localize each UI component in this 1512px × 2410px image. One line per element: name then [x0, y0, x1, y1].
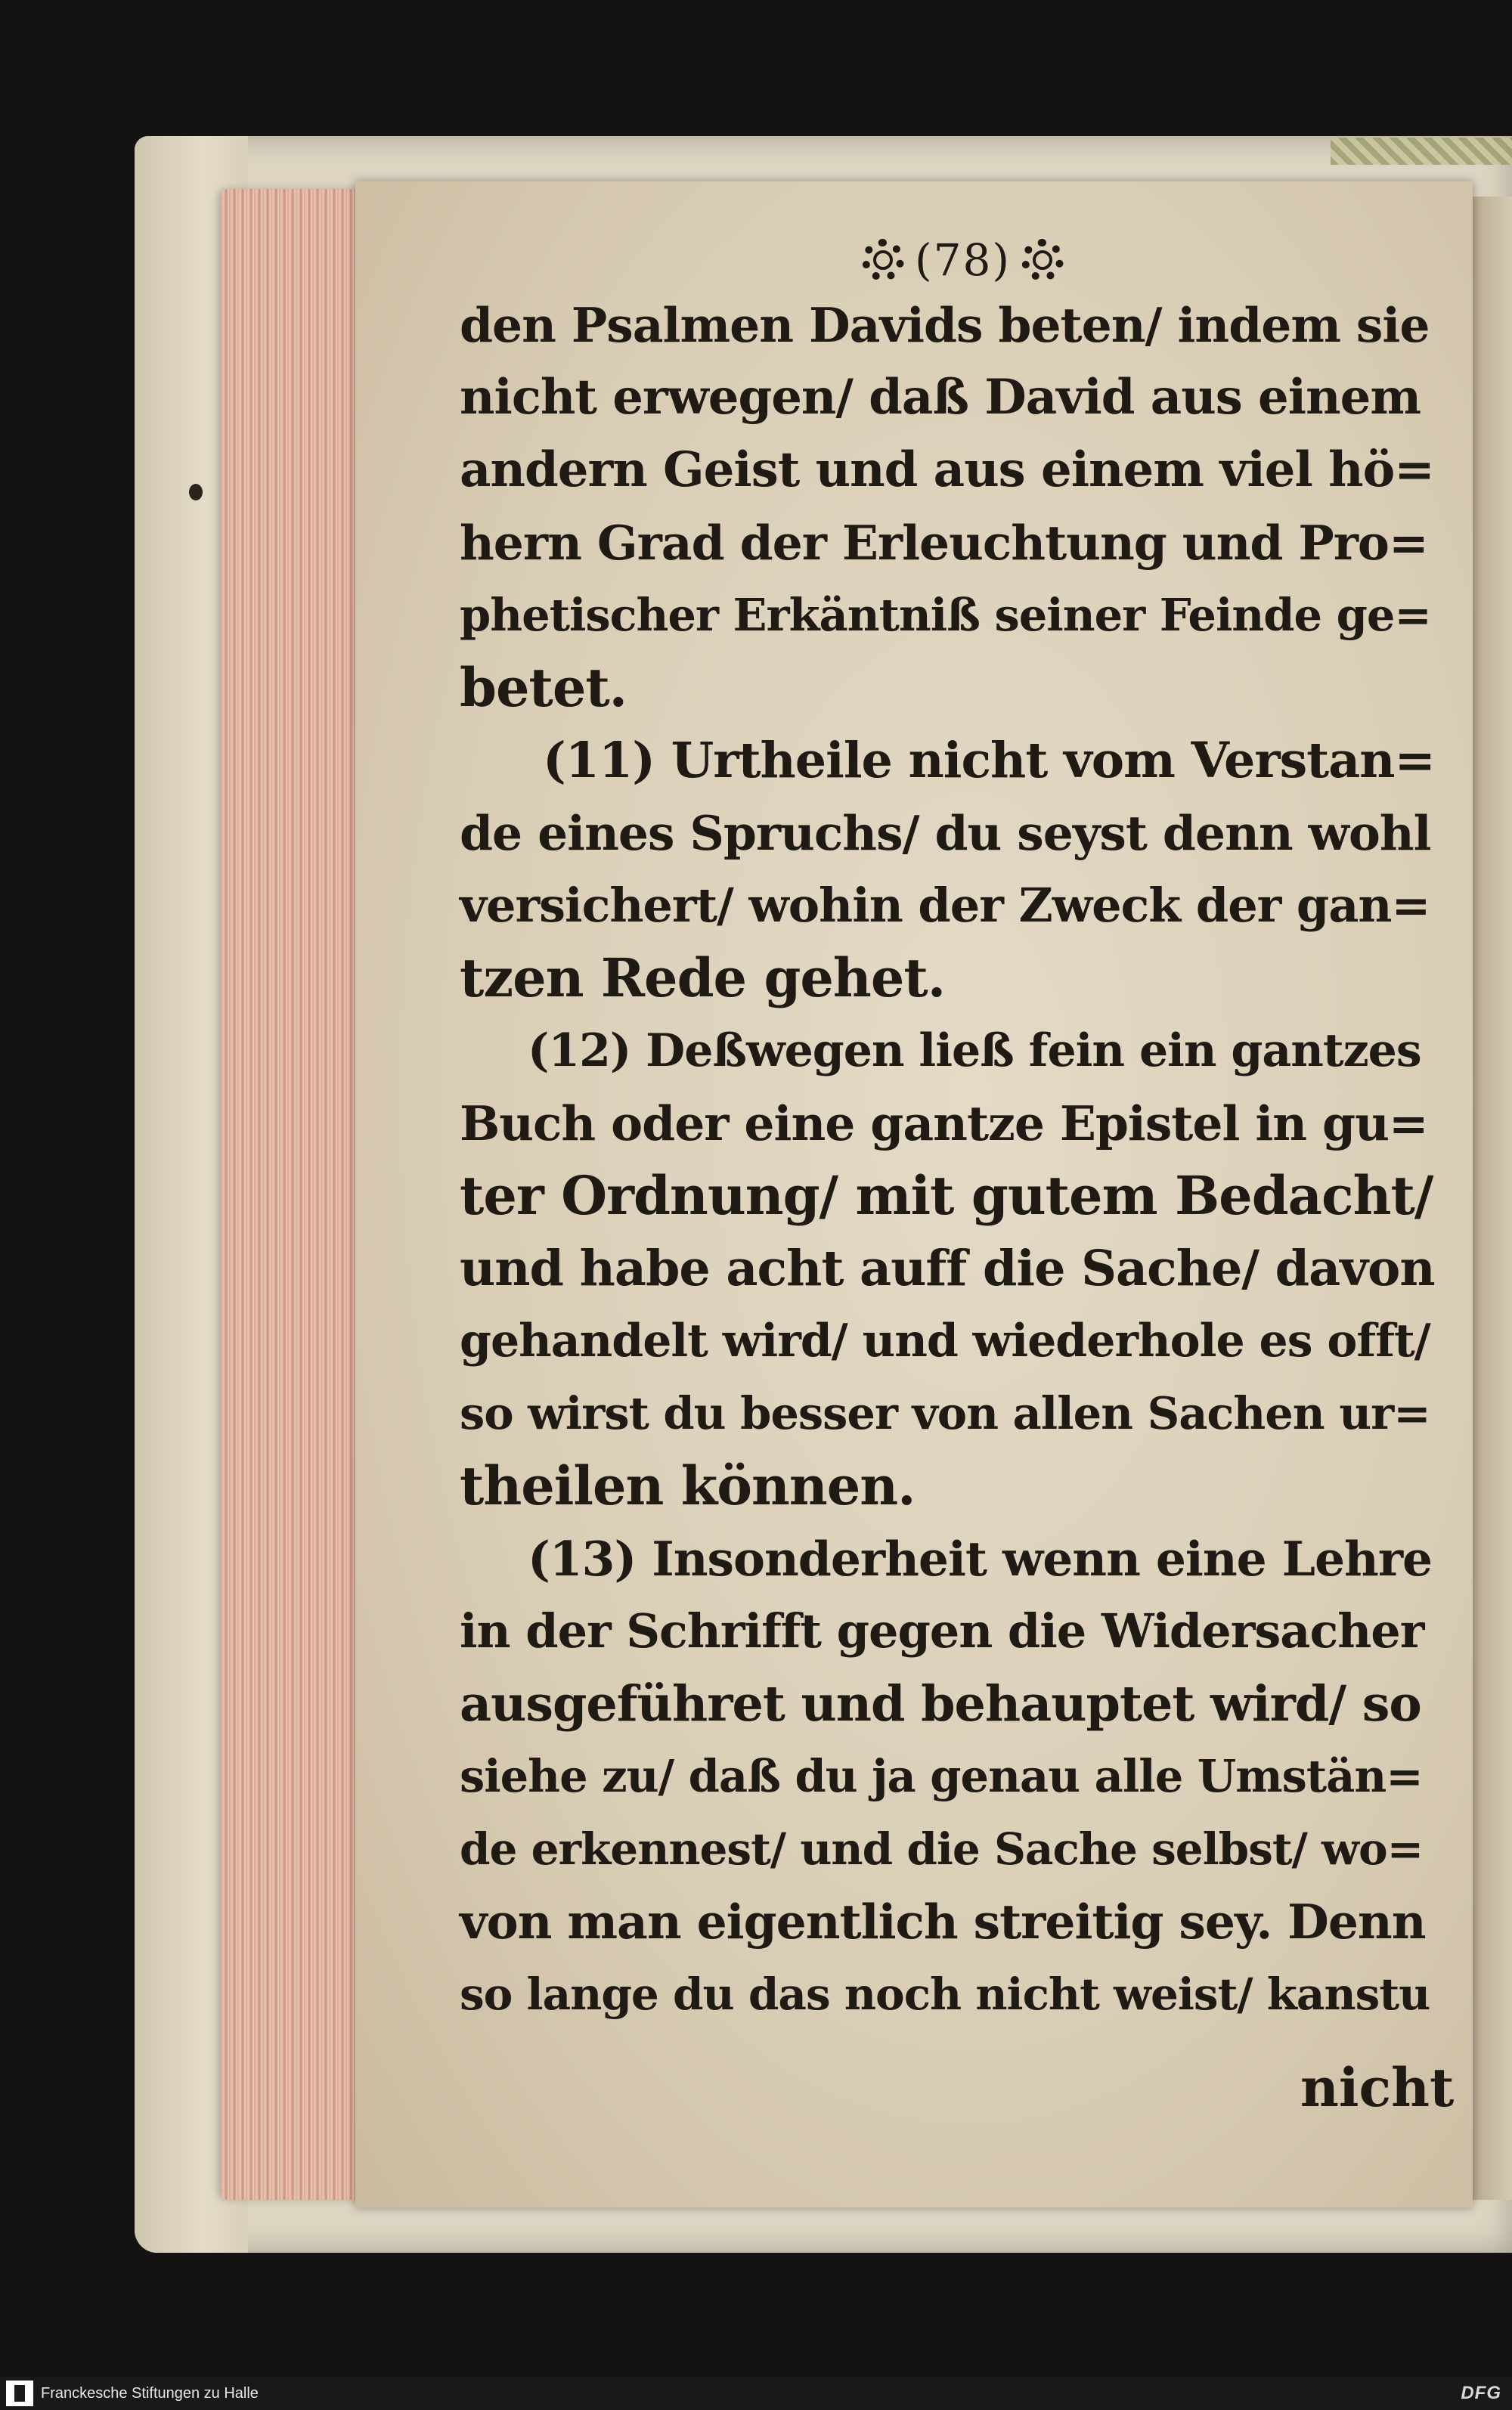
text-line: andern Geist und aus einem viel hö=: [460, 441, 1434, 498]
text-line: gehandelt wird/ und wiederhole es offt/: [460, 1315, 1430, 1368]
funder-logo: DFG: [1461, 2383, 1501, 2403]
text-line: (11) Urtheile nicht vom Verstan=: [543, 732, 1436, 789]
text-line: (12) Deßwegen ließ fein ein gantzes: [528, 1024, 1421, 1077]
text-line: hern Grad der Erleuchtung und Pro=: [460, 515, 1428, 571]
institution-logo-icon: [6, 2381, 33, 2406]
page-edges: [221, 189, 364, 2200]
bookmark-ribbon: [1331, 138, 1512, 165]
text-line: und habe acht auff die Sache/ davon: [460, 1240, 1435, 1297]
text-line: de eines Spruchs/ du seyst denn wohl: [460, 805, 1431, 861]
text-line: so lange du das noch nicht weist/ kanstu: [460, 1969, 1430, 2020]
text-line: so wirst du besser von allen Sachen ur=: [460, 1387, 1430, 1439]
catchword: nicht: [1300, 2056, 1455, 2119]
text-line: siehe zu/ daß du ja genau alle Umstän=: [460, 1750, 1423, 1802]
flower-ornament-icon: [1021, 239, 1064, 281]
text-line: de erkennest/ und die Sache selbst/ wo=: [460, 1823, 1424, 1875]
text-line: betet.: [460, 656, 627, 719]
text-line: ausgeführet und behauptet wird/ so: [460, 1675, 1421, 1733]
text-line: (13) Insonderheit wenn eine Lehre: [528, 1531, 1433, 1587]
page-header: [862, 234, 1064, 286]
flower-ornament-icon: [862, 239, 904, 281]
text-line: ter Ordnung/ mit gutem Bedacht/: [460, 1164, 1433, 1227]
text-line: nicht erwegen/ daß David aus einem: [460, 369, 1421, 426]
text-line: Buch oder eine gantze Epistel in gu=: [460, 1095, 1428, 1151]
page-number: (78): [915, 234, 1012, 286]
text-line: von man eigentlich streitig sey. Denn: [460, 1894, 1426, 1950]
text-line: phetischer Erkäntniß seiner Feinde ge=: [460, 589, 1431, 641]
text-line: versichert/ wohin der Zweck der gan=: [460, 878, 1430, 933]
institution-credit: [6, 2381, 259, 2406]
viewer-footer: [0, 2377, 1512, 2410]
text-line: tzen Rede gehet.: [460, 946, 946, 1009]
facing-page-edge: [1473, 197, 1512, 2200]
text-line: in der Schrifft gegen die Widersacher: [460, 1603, 1424, 1659]
institution-name: Franckesche Stiftungen zu Halle: [41, 2384, 259, 2402]
body-text: [460, 289, 1435, 2031]
margin-mark: [189, 484, 203, 500]
text-line: den Psalmen Davids beten/ indem sie: [460, 297, 1430, 353]
text-line: theilen können.: [460, 1454, 916, 1517]
